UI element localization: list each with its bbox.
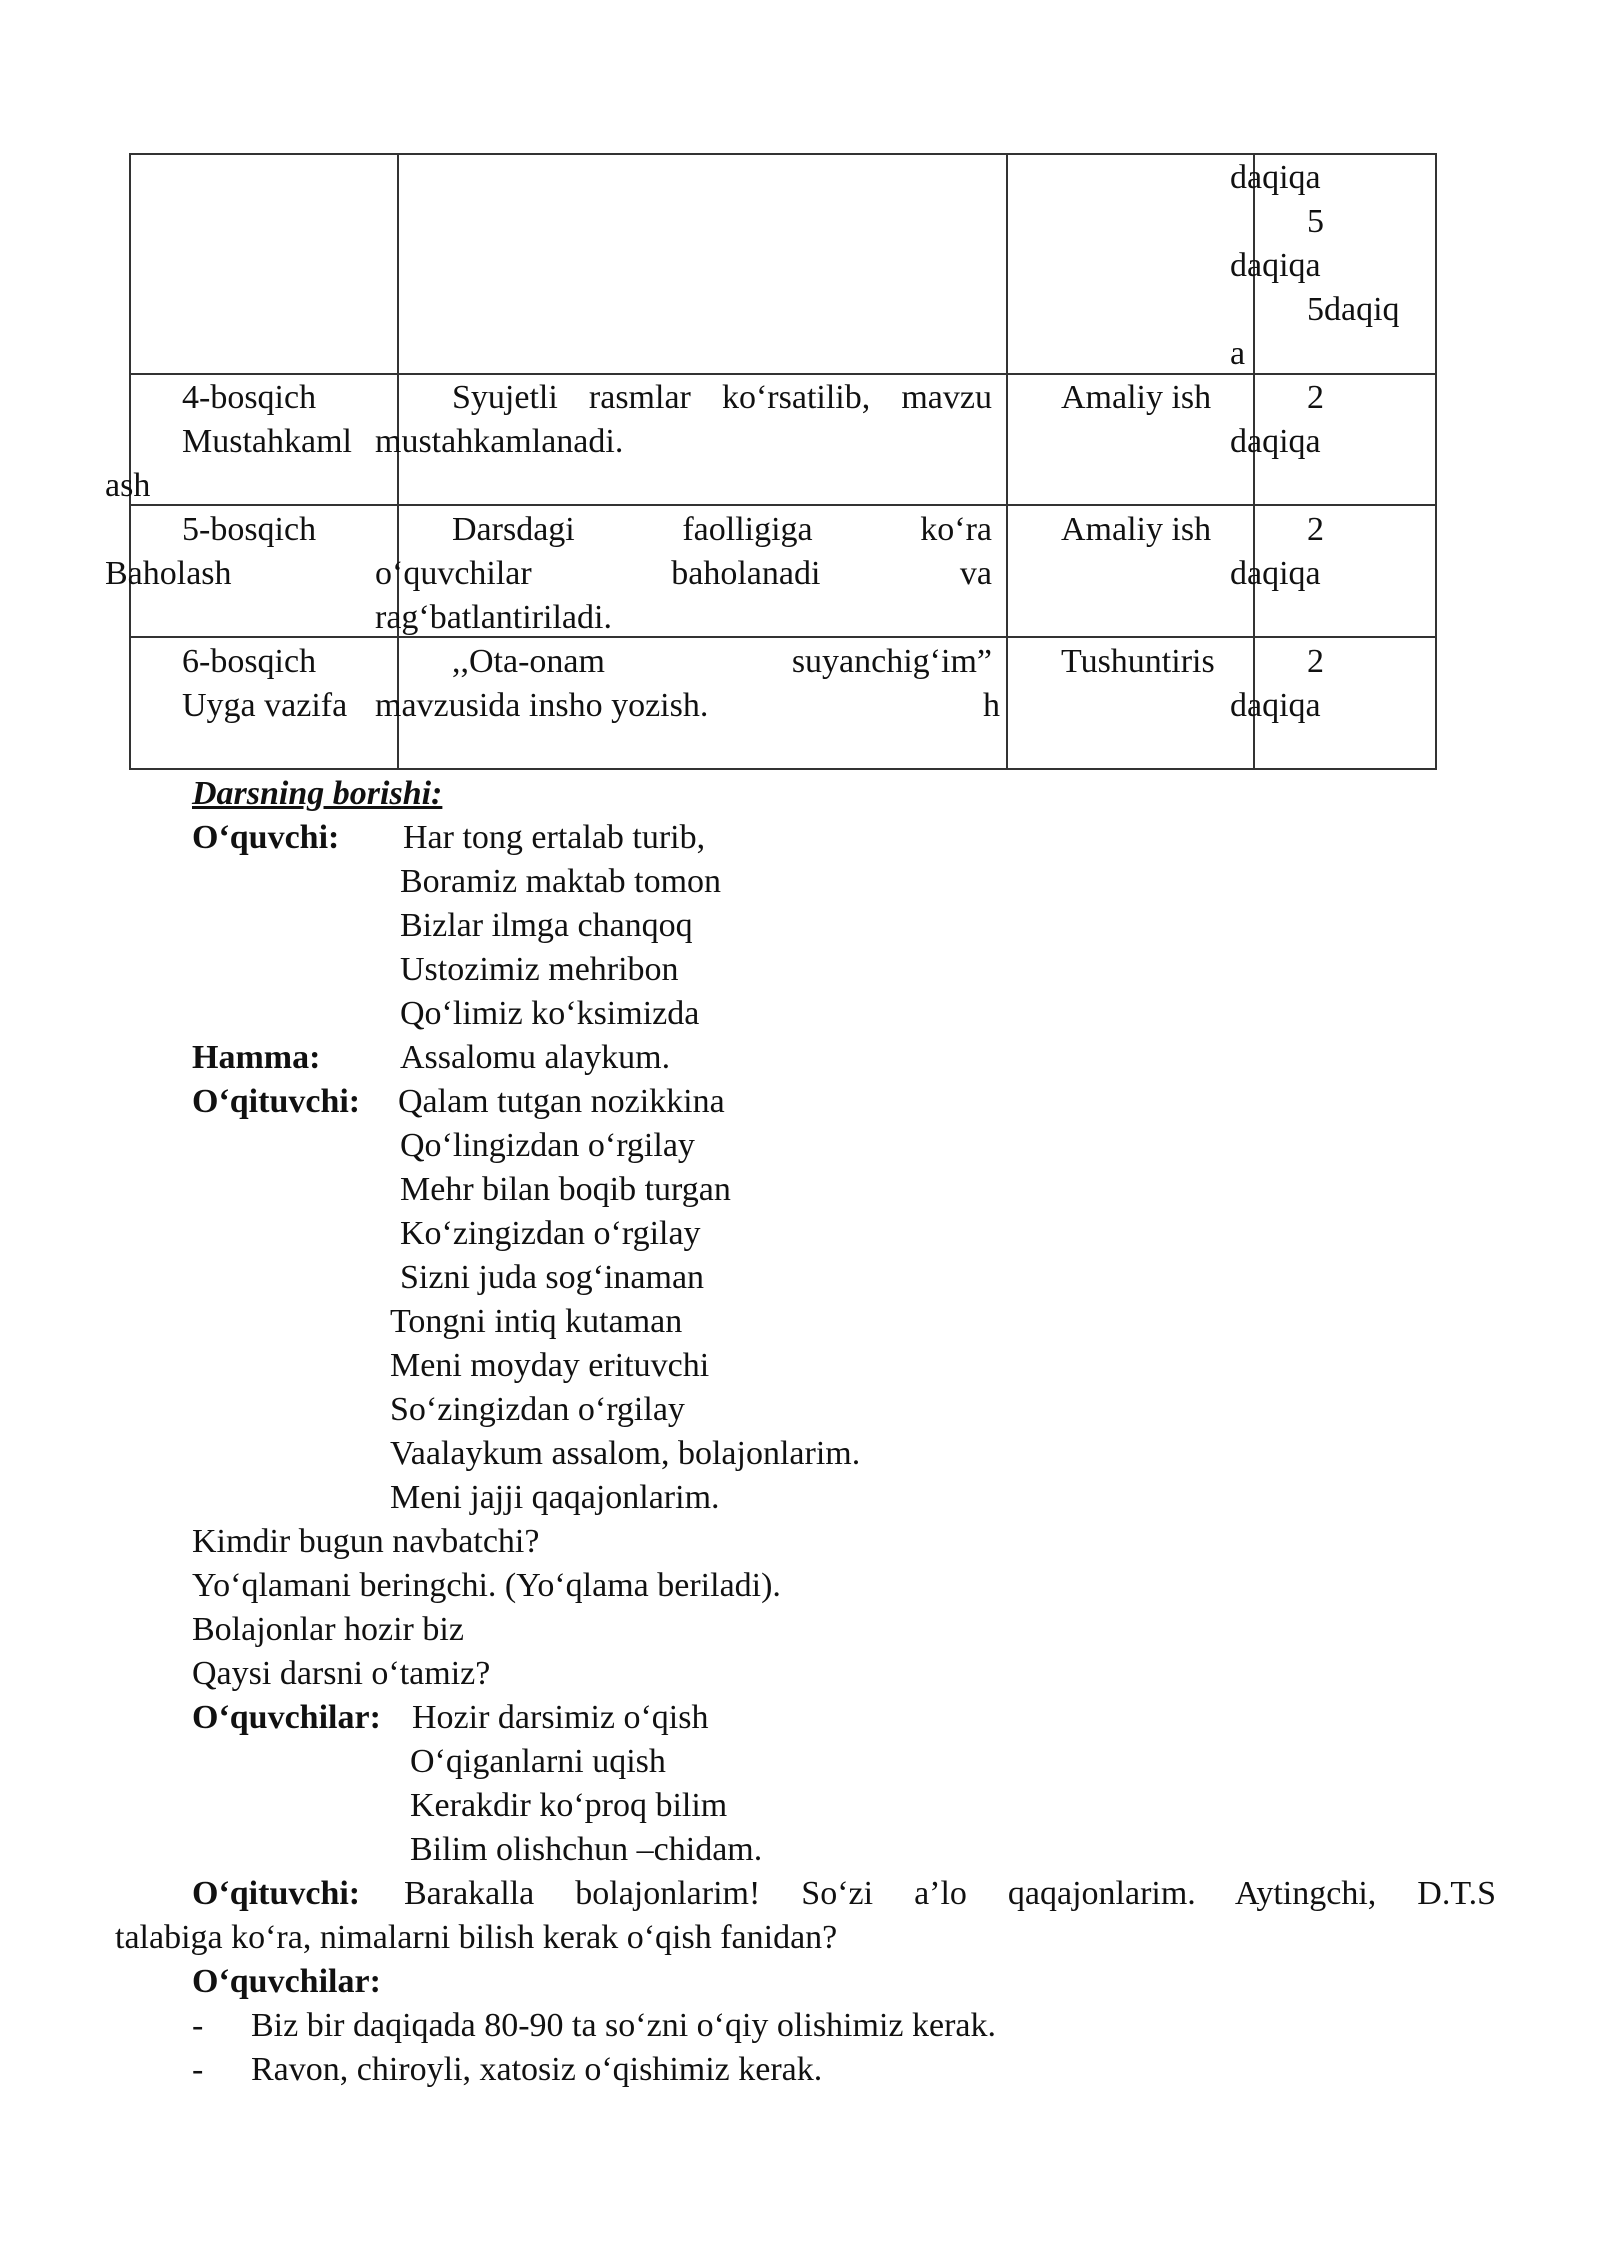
verse-line: Bilim olishchun –chidam. xyxy=(410,1831,763,1868)
stage-label: 5-bosqich xyxy=(182,511,317,548)
text-line: Yo‘qlamani beringchi. (Yo‘qlama beriladi). xyxy=(192,1567,781,1604)
speaker-label: O‘qituvchi: xyxy=(192,1875,361,1912)
verse-line: O‘qiganlarni uqish xyxy=(410,1743,666,1780)
section-heading: Darsning borishi: xyxy=(192,775,443,812)
verse-line: Kerakdir ko‘proq bilim xyxy=(410,1787,728,1824)
table-rule xyxy=(129,504,1437,506)
text-line: Bolajonlar hozir biz xyxy=(192,1611,464,1648)
text-line: Qaysi darsni o‘tamiz? xyxy=(192,1655,491,1692)
stage-time: 2 xyxy=(1307,379,1324,416)
time-cell-text: 5daqiq xyxy=(1307,291,1400,328)
stage-label: 6-bosqich xyxy=(182,643,317,680)
stage-label: Baholash xyxy=(105,555,232,592)
verse-line: Qo‘lingizdan o‘rgilay xyxy=(400,1127,695,1164)
stage-content: Syujetli rasmlar ko‘rsatilib, mavzu xyxy=(452,379,992,416)
stage-content: mustahkamlanadi. xyxy=(375,423,624,460)
stage-time: daqiqa xyxy=(1230,555,1321,592)
speaker-label: Hamma: xyxy=(192,1039,321,1076)
text-line: talabiga ko‘ra, nimalarni bilish kerak o‘qish fanidan? xyxy=(115,1919,838,1956)
verse-line: So‘zingizdan o‘rgilay xyxy=(390,1391,685,1428)
stage-method: Amaliy ish xyxy=(1061,379,1212,416)
stage-method: Amaliy ish xyxy=(1061,511,1212,548)
stage-content: o‘quvchilar baholanadi va xyxy=(375,555,992,592)
verse-line: Vaalaykum assalom, bolajonlarim. xyxy=(390,1435,861,1472)
time-cell-text: daqiqa xyxy=(1230,159,1321,196)
speaker-label: O‘qituvchi: xyxy=(192,1083,361,1120)
time-cell-text: a xyxy=(1230,335,1246,372)
bullet-mark: - xyxy=(192,2051,204,2088)
bullet-text: Biz bir daqiqada 80-90 ta so‘zni o‘qiy olishimiz kerak. xyxy=(251,2007,996,2044)
stage-time: daqiqa xyxy=(1230,423,1321,460)
verse-line: Ustozimiz mehribon xyxy=(400,951,679,988)
verse-line: Boramiz maktab tomon xyxy=(400,863,722,900)
verse-line: Ko‘zingizdan o‘rgilay xyxy=(400,1215,701,1252)
stage-content: Darsdagi faolligiga ko‘ra xyxy=(452,511,992,548)
table-rule xyxy=(129,768,1437,770)
verse-line: Qalam tutgan nozikkina xyxy=(398,1083,725,1120)
speaker-label: O‘quvchi: xyxy=(192,819,340,856)
text-line: Barakalla bolajonlarim! So‘zi a’lo qaqajonlarim. Aytingchi, D.T.S xyxy=(404,1875,1496,1912)
verse-line: Assalomu alaykum. xyxy=(400,1039,671,1076)
stage-label: Mustahkaml xyxy=(182,423,352,460)
stage-time: 2 xyxy=(1307,511,1324,548)
table-rule xyxy=(129,153,131,770)
stage-method: Tushuntiris xyxy=(1061,643,1215,680)
stage-time: daqiqa xyxy=(1230,687,1321,724)
verse-line: Meni jajji qaqajonlarim. xyxy=(390,1479,720,1516)
time-cell-text: 5 xyxy=(1307,203,1324,240)
speaker-label: O‘quvchilar: xyxy=(192,1699,381,1736)
stage-label: 4-bosqich xyxy=(182,379,317,416)
bullet-mark: - xyxy=(192,2007,204,2044)
bullet-text: Ravon, chiroyli, xatosiz o‘qishimiz kerak. xyxy=(251,2051,823,2088)
table-rule xyxy=(129,636,1437,638)
verse-line: Qo‘limiz ko‘ksimizda xyxy=(400,995,700,1032)
stage-content: ,,Ota-onam suyanchig‘im” xyxy=(452,643,992,680)
table-rule xyxy=(1435,153,1437,770)
stage-content: rag‘batlantiriladi. xyxy=(375,599,612,636)
stage-label: ash xyxy=(105,467,151,504)
table-rule xyxy=(129,153,1437,155)
stage-method: h xyxy=(983,687,1000,724)
verse-line: Meni moyday erituvchi xyxy=(390,1347,710,1384)
stage-time: 2 xyxy=(1307,643,1324,680)
text-line: Kimdir bugun navbatchi? xyxy=(192,1523,540,1560)
speaker-label: O‘quvchilar: xyxy=(192,1963,381,2000)
verse-line: Tongni intiq kutaman xyxy=(390,1303,683,1340)
verse-line: Har tong ertalab turib, xyxy=(403,819,706,856)
stage-label: Uyga vazifa xyxy=(182,687,348,724)
verse-line: Sizni juda sog‘inaman xyxy=(400,1259,705,1296)
verse-line: Bizlar ilmga chanqoq xyxy=(400,907,693,944)
verse-line: Hozir darsimiz o‘qish xyxy=(412,1699,709,1736)
table-rule xyxy=(1006,153,1008,770)
verse-line: Mehr bilan boqib turgan xyxy=(400,1171,731,1208)
time-cell-text: daqiqa xyxy=(1230,247,1321,284)
stage-content: mavzusida insho yozish. xyxy=(375,687,709,724)
